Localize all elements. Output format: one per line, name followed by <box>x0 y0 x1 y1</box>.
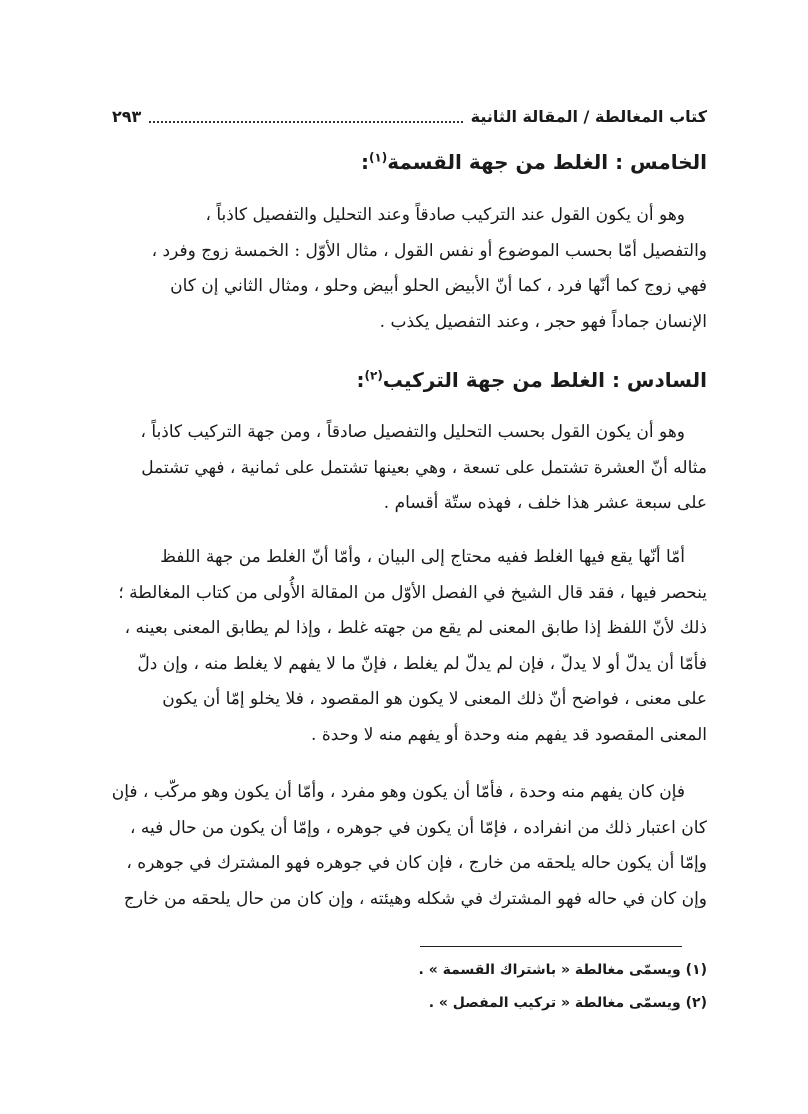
text-line: وهو أن يكون القول عند التركيب صادقاً وعند التحليل والتفصيل كاذباً ، <box>205 205 685 225</box>
text-line: مثاله أنّ العشرة تشتمل على تسعة ، وهي بعينها تشتمل على ثمانية ، فهي تشتمل <box>141 457 707 478</box>
text-line: فأمّا أن يدلّ أو لا يدلّ ، فإن لم يدلّ لم يغلط ، فإنّ ما لا يفهم لا يغلط منه ، وإن دلّ <box>137 653 707 674</box>
text-line: فهي زوج كما أنّها فرد ، كما أنّ الأبيض الحلو أبيض وحلو ، ومثال الثاني إن كان <box>170 276 707 296</box>
text-line: وإمّا أن يكون حاله يلحقه من خارج ، فإن كان في جوهره فهو المشترك في جوهره ، <box>126 853 707 873</box>
text-line: كان اعتبار ذلك من انفراده ، فإمّا أن يكون في جوهره ، وإمّا أن يكون من حال فيه ، <box>129 817 707 838</box>
text-line: ذلك لأنّ اللفظ إذا طابق المعنى لم يقع من جهته غلط ، وإذا لم يطابق المعنى بعينه ، <box>124 618 707 638</box>
text-line: والتفصيل أمّا بحسب الموضوع أو نفس القول ، مثال الأوّل : الخمسة زوج وفرد ، <box>151 240 707 261</box>
text-line: وهو أن يكون القول بحسب التحليل والتفصيل صادقاً ، ومن جهة التركيب كاذباً ، <box>140 422 685 442</box>
footnote-text: ويسمّى مغالطة « تركيب المفصل » . <box>428 995 681 1011</box>
text-line: ينحصر فيها ، فقد قال الشيخ في الفصل الأوّل من المقالة الأُولى من كتاب المغالطة ؛ <box>118 582 707 603</box>
text-line: المعنى المقصود قد يفهم منه وحدة أو يفهم منه لا وحدة . <box>311 724 707 745</box>
header-dot-leader <box>149 109 462 123</box>
text-line: وإن كان في حاله فهو المشترك في شكله وهيئته ، وإن كان من حال يلحقه من خارج <box>123 888 707 909</box>
section-heading-sixth <box>357 368 708 392</box>
text-line: الإنسان جماداً فهو حجر ، وعند التفصيل يكذب . <box>379 311 707 332</box>
heading-colon: : <box>356 368 365 392</box>
text-line: أمّا أنّها يقع فيها الغلط ففيه محتاج إلى البيان ، وأمّا أنّ الغلط من جهة اللفظ <box>160 547 685 567</box>
footnote-2 <box>429 995 707 1011</box>
section-heading-text: السادس : الغلط من جهة التركيب <box>382 368 707 392</box>
footnote-mark: (١) <box>685 962 707 978</box>
footnote-ref[interactable]: (٢) <box>364 368 383 383</box>
footnote-divider <box>420 946 682 947</box>
heading-colon: : <box>360 150 369 174</box>
text-line: على معنى ، فواضح أنّ ذلك المعنى لا يكون هو المقصود ، فلا يخلو إمّا أن يكون <box>162 689 707 709</box>
footnote-mark: (٢) <box>685 995 707 1011</box>
header-title: كتاب المغالطة / المقالة الثانية <box>470 106 707 126</box>
running-header <box>112 100 707 132</box>
paragraph-three <box>112 540 707 753</box>
footnote-1 <box>419 962 707 978</box>
page-number: ٢٩٣ <box>112 106 142 126</box>
footnote-text: ويسمّى مغالطة « باشتراك القسمة » . <box>418 962 681 978</box>
section-heading-fifth <box>361 150 707 174</box>
paragraph-sixth <box>112 415 707 522</box>
section-heading-text: الخامس : الغلط من جهة القسمة <box>387 150 707 174</box>
paragraph-four <box>112 775 707 917</box>
text-line: فإن كان يفهم منه وحدة ، فأمّا أن يكون وهو مفرد ، وأمّا أن يكون وهو مركّب ، فإن <box>112 782 685 802</box>
paragraph-fifth <box>112 198 707 340</box>
text-line: على سبعة عشر هذا خلف ، فهذه ستّة أقسام . <box>383 493 707 513</box>
footnote-ref[interactable]: (١) <box>368 150 388 165</box>
